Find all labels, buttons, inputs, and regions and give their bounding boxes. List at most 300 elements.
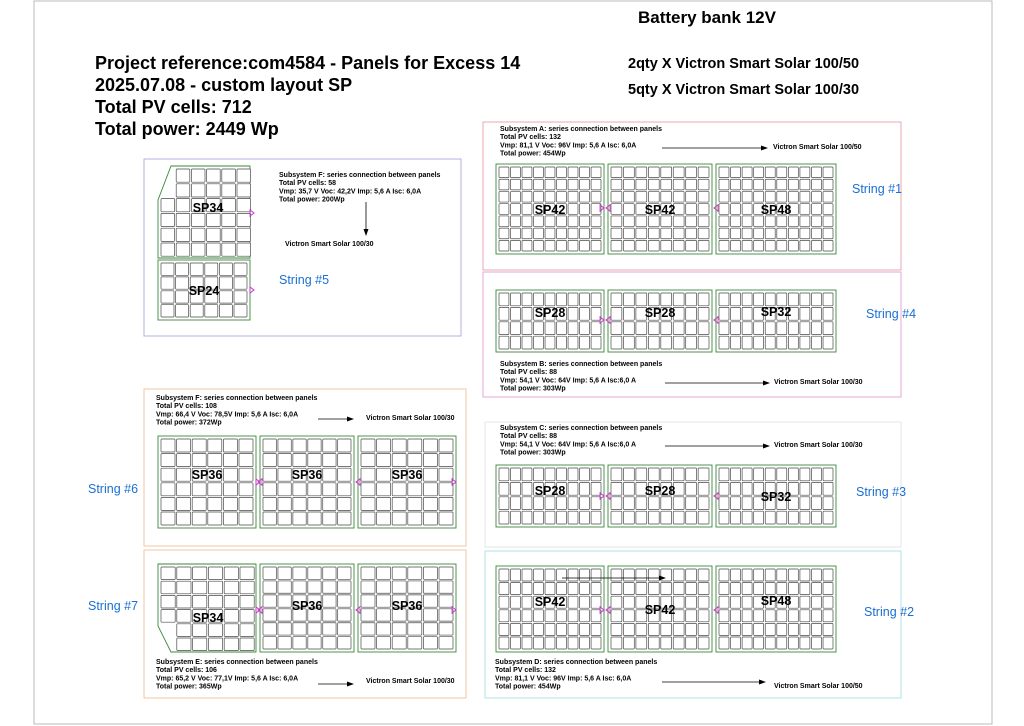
pv-cell — [580, 204, 590, 215]
pv-cell — [611, 468, 622, 481]
pv-cell — [686, 482, 697, 495]
solar-panel — [158, 166, 251, 258]
pv-cell — [623, 569, 634, 581]
pv-cell — [648, 179, 659, 190]
pv-cell — [263, 581, 276, 593]
pv-cell — [742, 322, 752, 335]
pv-cell — [278, 609, 291, 621]
pv-cell — [623, 623, 634, 635]
subsystem-info — [495, 659, 657, 691]
pv-cell — [219, 263, 232, 275]
pv-cell — [176, 228, 190, 241]
pv-cell — [636, 179, 647, 190]
pv-cell — [377, 567, 391, 579]
pv-cell — [176, 169, 190, 182]
pv-cell — [800, 583, 810, 595]
pv-cell — [545, 637, 555, 649]
pv-cell — [765, 191, 775, 202]
pv-cell — [511, 307, 521, 320]
pv-cell — [636, 191, 647, 202]
pv-cell — [811, 497, 821, 510]
pv-cell — [811, 307, 821, 320]
pv-cell — [361, 609, 375, 621]
pv-cell — [742, 583, 752, 595]
pv-cell — [278, 439, 291, 452]
pv-cell — [648, 167, 659, 178]
pv-cell — [392, 567, 406, 579]
pv-cell — [698, 569, 709, 581]
pv-cell — [499, 497, 509, 510]
pv-cell — [361, 623, 375, 635]
pv-cell — [754, 216, 764, 227]
pv-cell — [568, 204, 578, 215]
pv-cell — [161, 199, 175, 212]
subsystem-spec: Vmp: 65,2 V Voc: 77,1V Imp: 5,6 A Isc: 6,0A — [156, 675, 299, 683]
panel-label: SP42 — [644, 203, 676, 217]
flow-arrow — [318, 682, 354, 687]
pv-cell — [611, 240, 622, 251]
connector-icon — [250, 209, 254, 217]
pv-cell — [308, 483, 321, 496]
pv-cell — [611, 204, 622, 215]
pv-cell — [788, 637, 798, 649]
pv-cell — [811, 511, 821, 524]
solar-panel — [716, 566, 836, 652]
pv-cell — [611, 191, 622, 202]
subsystem-title: Subsystem F: series connection between panels — [156, 395, 318, 402]
project-line-4: Total power: 2449 Wp — [95, 119, 279, 139]
pv-cell — [278, 567, 291, 579]
pv-cell — [648, 216, 659, 227]
string-label: String #5 — [279, 273, 330, 287]
pv-cell — [777, 623, 787, 635]
pv-cell — [161, 243, 175, 256]
pv-cell — [800, 191, 810, 202]
pv-cell — [223, 483, 237, 496]
pv-cell — [545, 336, 555, 349]
pv-cell — [439, 623, 453, 635]
pv-cell — [439, 637, 453, 649]
pv-cell — [742, 623, 752, 635]
pv-cell — [648, 637, 659, 649]
pv-cell — [568, 167, 578, 178]
pv-cell — [338, 483, 351, 496]
pv-cell — [811, 216, 821, 227]
pv-cell — [731, 468, 741, 481]
pv-cell — [648, 322, 659, 335]
pv-cell — [823, 468, 833, 481]
pv-cell — [193, 638, 207, 651]
pv-cell — [731, 596, 741, 608]
pv-cell — [788, 623, 798, 635]
pv-cell — [208, 439, 222, 452]
pv-cell — [673, 322, 684, 335]
pv-cell — [742, 497, 752, 510]
pv-cell — [293, 581, 306, 593]
pv-cell — [686, 569, 697, 581]
pv-cell — [811, 610, 821, 622]
pv-cell — [742, 569, 752, 581]
pv-cell — [754, 336, 764, 349]
pv-cell — [522, 204, 532, 215]
pv-cell — [661, 240, 672, 251]
pv-cell — [623, 511, 634, 524]
pv-cell — [777, 511, 787, 524]
pv-cell — [278, 637, 291, 649]
pv-cell — [545, 511, 555, 524]
pv-cell — [754, 228, 764, 239]
pv-cell — [811, 204, 821, 215]
pv-cell — [611, 497, 622, 510]
pv-cell — [545, 191, 555, 202]
pv-cell — [223, 468, 237, 481]
pv-cell — [408, 637, 422, 649]
pv-cell — [308, 439, 321, 452]
pv-cell — [686, 293, 697, 306]
pv-cell — [439, 595, 453, 607]
pv-cell — [293, 454, 306, 467]
pv-cell — [161, 497, 175, 510]
pv-cell — [777, 167, 787, 178]
pv-cell — [224, 567, 238, 580]
pv-cell — [765, 610, 775, 622]
pv-cell — [534, 167, 544, 178]
pv-cell — [623, 637, 634, 649]
pv-cell — [742, 336, 752, 349]
pv-cell — [377, 595, 391, 607]
pv-cell — [636, 293, 647, 306]
pv-cell — [698, 191, 709, 202]
pv-cell — [568, 596, 578, 608]
pv-cell — [499, 191, 509, 202]
pv-cell — [161, 277, 174, 289]
subsystem-spec: Total power: 454Wp — [495, 683, 561, 691]
pv-cell — [499, 167, 509, 178]
pv-cell — [161, 454, 175, 467]
pv-cell — [176, 305, 189, 317]
pv-cell — [223, 497, 237, 510]
pv-cell — [191, 213, 205, 226]
pv-cell — [377, 609, 391, 621]
pv-cell — [176, 263, 189, 275]
pv-cell — [811, 228, 821, 239]
pv-cell — [823, 497, 833, 510]
pv-cell — [208, 567, 222, 580]
pv-cell — [580, 569, 590, 581]
pv-cell — [719, 167, 729, 178]
pv-cell — [731, 623, 741, 635]
subsystem-spec: Total power: 303Wp — [500, 385, 566, 393]
subsystem-e — [88, 550, 466, 698]
pv-cell — [777, 583, 787, 595]
pv-cell — [293, 623, 306, 635]
subsystem-info — [500, 361, 662, 393]
pv-cell — [611, 293, 622, 306]
pv-cell — [568, 228, 578, 239]
pv-cell — [222, 199, 236, 212]
pv-cell — [742, 204, 752, 215]
panel-label: SP28 — [644, 306, 676, 320]
pv-cell — [765, 511, 775, 524]
pv-cell — [237, 169, 251, 182]
pv-cell — [580, 322, 590, 335]
panel-label: SP32 — [760, 490, 792, 504]
pv-cell — [623, 610, 634, 622]
pv-cell — [293, 497, 306, 510]
pv-cell — [754, 569, 764, 581]
pv-cell — [673, 497, 684, 510]
pv-cell — [522, 583, 532, 595]
pv-cell — [511, 293, 521, 306]
subsystem-spec: Vmp: 81,1 V Voc: 96V Imp: 5,6 A Isc: 6,0A — [500, 142, 637, 150]
pv-cell — [439, 497, 453, 510]
pv-cell — [338, 454, 351, 467]
pv-cell — [161, 610, 175, 623]
pv-cell — [611, 596, 622, 608]
pv-cell — [176, 277, 189, 289]
pv-cell — [765, 336, 775, 349]
pv-cell — [522, 191, 532, 202]
pv-cell — [754, 583, 764, 595]
pv-cell — [800, 293, 810, 306]
pv-cell — [754, 511, 764, 524]
pv-cell — [823, 322, 833, 335]
pv-cell — [499, 240, 509, 251]
pv-cell — [423, 483, 437, 496]
pv-cell — [191, 169, 205, 182]
pv-cell — [636, 228, 647, 239]
pv-cell — [545, 610, 555, 622]
pv-cell — [408, 439, 422, 452]
pv-cell — [661, 167, 672, 178]
pv-cell — [731, 240, 741, 251]
pv-cell — [686, 468, 697, 481]
solar-panel — [358, 564, 456, 652]
solar-panel — [608, 465, 712, 527]
subsystem-title: Subsystem B: series connection between panels — [500, 361, 663, 368]
pv-cell — [308, 454, 321, 467]
pv-cell — [800, 240, 810, 251]
pv-cell — [777, 191, 787, 202]
pv-cell — [338, 637, 351, 649]
pv-cell — [673, 569, 684, 581]
pv-cell — [636, 511, 647, 524]
pv-cell — [754, 322, 764, 335]
pv-cell — [177, 512, 191, 525]
pv-cell — [580, 596, 590, 608]
pv-cell — [686, 610, 697, 622]
pv-cell — [580, 216, 590, 227]
pv-cell — [591, 336, 601, 349]
pv-cell — [823, 596, 833, 608]
pv-cell — [811, 623, 821, 635]
pv-cell — [788, 216, 798, 227]
pv-cell — [636, 497, 647, 510]
pv-cell — [686, 497, 697, 510]
pv-cell — [568, 569, 578, 581]
pv-cell — [207, 213, 221, 226]
pv-cell — [591, 167, 601, 178]
pv-cell — [207, 228, 221, 241]
flow-arrow — [318, 417, 354, 422]
pv-cell — [661, 583, 672, 595]
pv-cell — [511, 240, 521, 251]
pv-cell — [811, 322, 821, 335]
pv-cell — [240, 624, 254, 637]
subsystem-spec: Total power: 454Wp — [500, 150, 566, 158]
pv-cell — [377, 497, 391, 510]
pv-cell — [323, 468, 336, 481]
pv-cell — [731, 228, 741, 239]
pv-cell — [742, 307, 752, 320]
pv-cell — [522, 322, 532, 335]
pv-cell — [568, 511, 578, 524]
pv-cell — [338, 623, 351, 635]
solar-panel — [716, 465, 836, 527]
pv-cell — [686, 167, 697, 178]
subsystem-info — [156, 395, 318, 427]
pv-cell — [591, 216, 601, 227]
pv-cell — [237, 199, 251, 212]
pv-cell — [742, 240, 752, 251]
pv-cell — [423, 581, 437, 593]
pv-cell — [177, 497, 191, 510]
pv-cell — [392, 439, 406, 452]
pv-cell — [754, 293, 764, 306]
panel-label: SP36 — [391, 599, 423, 613]
pv-cell — [239, 483, 253, 496]
pv-cell — [636, 583, 647, 595]
pv-cell — [591, 191, 601, 202]
pv-cell — [191, 184, 205, 197]
pv-cell — [765, 228, 775, 239]
pv-cell — [742, 637, 752, 649]
subsystem-spec: Total PV cells: 88 — [500, 369, 558, 377]
pv-cell — [408, 623, 422, 635]
pv-cell — [591, 610, 601, 622]
solar-panel — [496, 566, 604, 652]
pv-cell — [522, 637, 532, 649]
pv-cell — [568, 307, 578, 320]
pv-cell — [673, 511, 684, 524]
pv-cell — [499, 569, 509, 581]
string-label: String #2 — [864, 605, 915, 619]
pv-cell — [263, 512, 276, 525]
pv-cell — [237, 228, 251, 241]
pv-cell — [719, 204, 729, 215]
project-line-3: Total PV cells: 712 — [95, 97, 252, 117]
pv-cell — [219, 277, 232, 289]
pv-cell — [611, 637, 622, 649]
pv-cell — [263, 497, 276, 510]
pv-cell — [522, 610, 532, 622]
pv-cell — [278, 497, 291, 510]
pv-cell — [823, 583, 833, 595]
pv-cell — [557, 293, 567, 306]
pv-cell — [161, 291, 174, 303]
pv-cell — [207, 169, 221, 182]
pv-cell — [686, 322, 697, 335]
pv-cell — [719, 468, 729, 481]
pv-cell — [611, 216, 622, 227]
pv-cell — [557, 240, 567, 251]
panel-label: SP42 — [644, 603, 676, 617]
pv-cell — [788, 179, 798, 190]
pv-cell — [698, 228, 709, 239]
pv-cell — [777, 637, 787, 649]
pv-cell — [522, 623, 532, 635]
pv-cell — [823, 228, 833, 239]
panel-label: SP36 — [291, 468, 323, 482]
pv-cell — [811, 336, 821, 349]
string-label: String #1 — [852, 182, 903, 196]
pv-cell — [623, 596, 634, 608]
pv-cell — [177, 483, 191, 496]
pv-cell — [623, 583, 634, 595]
pv-cell — [673, 191, 684, 202]
pv-cell — [591, 596, 601, 608]
pv-cell — [161, 512, 175, 525]
pv-cell — [823, 569, 833, 581]
pv-cell — [278, 623, 291, 635]
pv-cell — [777, 228, 787, 239]
pv-cell — [323, 454, 336, 467]
subsystem-spec: Total PV cells: 58 — [279, 180, 337, 188]
pv-cell — [673, 179, 684, 190]
pv-cell — [193, 581, 207, 594]
pv-cell — [534, 228, 544, 239]
pv-cell — [234, 291, 247, 303]
pv-cell — [522, 228, 532, 239]
pv-cell — [580, 623, 590, 635]
pv-cell — [777, 216, 787, 227]
pv-cell — [511, 637, 521, 649]
pv-cell — [731, 179, 741, 190]
pv-cell — [161, 595, 175, 608]
pv-cell — [423, 497, 437, 510]
pv-cell — [754, 623, 764, 635]
pv-cell — [208, 595, 222, 608]
string-label: String #7 — [88, 599, 139, 613]
pv-cell — [239, 439, 253, 452]
pv-cell — [788, 191, 798, 202]
pv-cell — [439, 468, 453, 481]
pv-cell — [208, 512, 222, 525]
controller-line-1: 2qty X Victron Smart Solar 100/50 — [628, 56, 860, 72]
pv-cell — [800, 468, 810, 481]
pv-cell — [800, 569, 810, 581]
pv-cell — [237, 184, 251, 197]
pv-cell — [611, 610, 622, 622]
pv-cell — [719, 569, 729, 581]
pv-cell — [568, 583, 578, 595]
pv-cell — [392, 454, 406, 467]
pv-cell — [557, 583, 567, 595]
pv-cell — [661, 637, 672, 649]
pv-cell — [361, 637, 375, 649]
pv-cell — [338, 595, 351, 607]
pv-cell — [686, 637, 697, 649]
pv-cell — [222, 213, 236, 226]
pv-cell — [534, 583, 544, 595]
pv-cell — [686, 583, 697, 595]
pv-cell — [698, 307, 709, 320]
pv-cell — [731, 482, 741, 495]
pv-cell — [522, 482, 532, 495]
pv-cell — [686, 307, 697, 320]
pv-cell — [377, 468, 391, 481]
pv-cell — [263, 609, 276, 621]
